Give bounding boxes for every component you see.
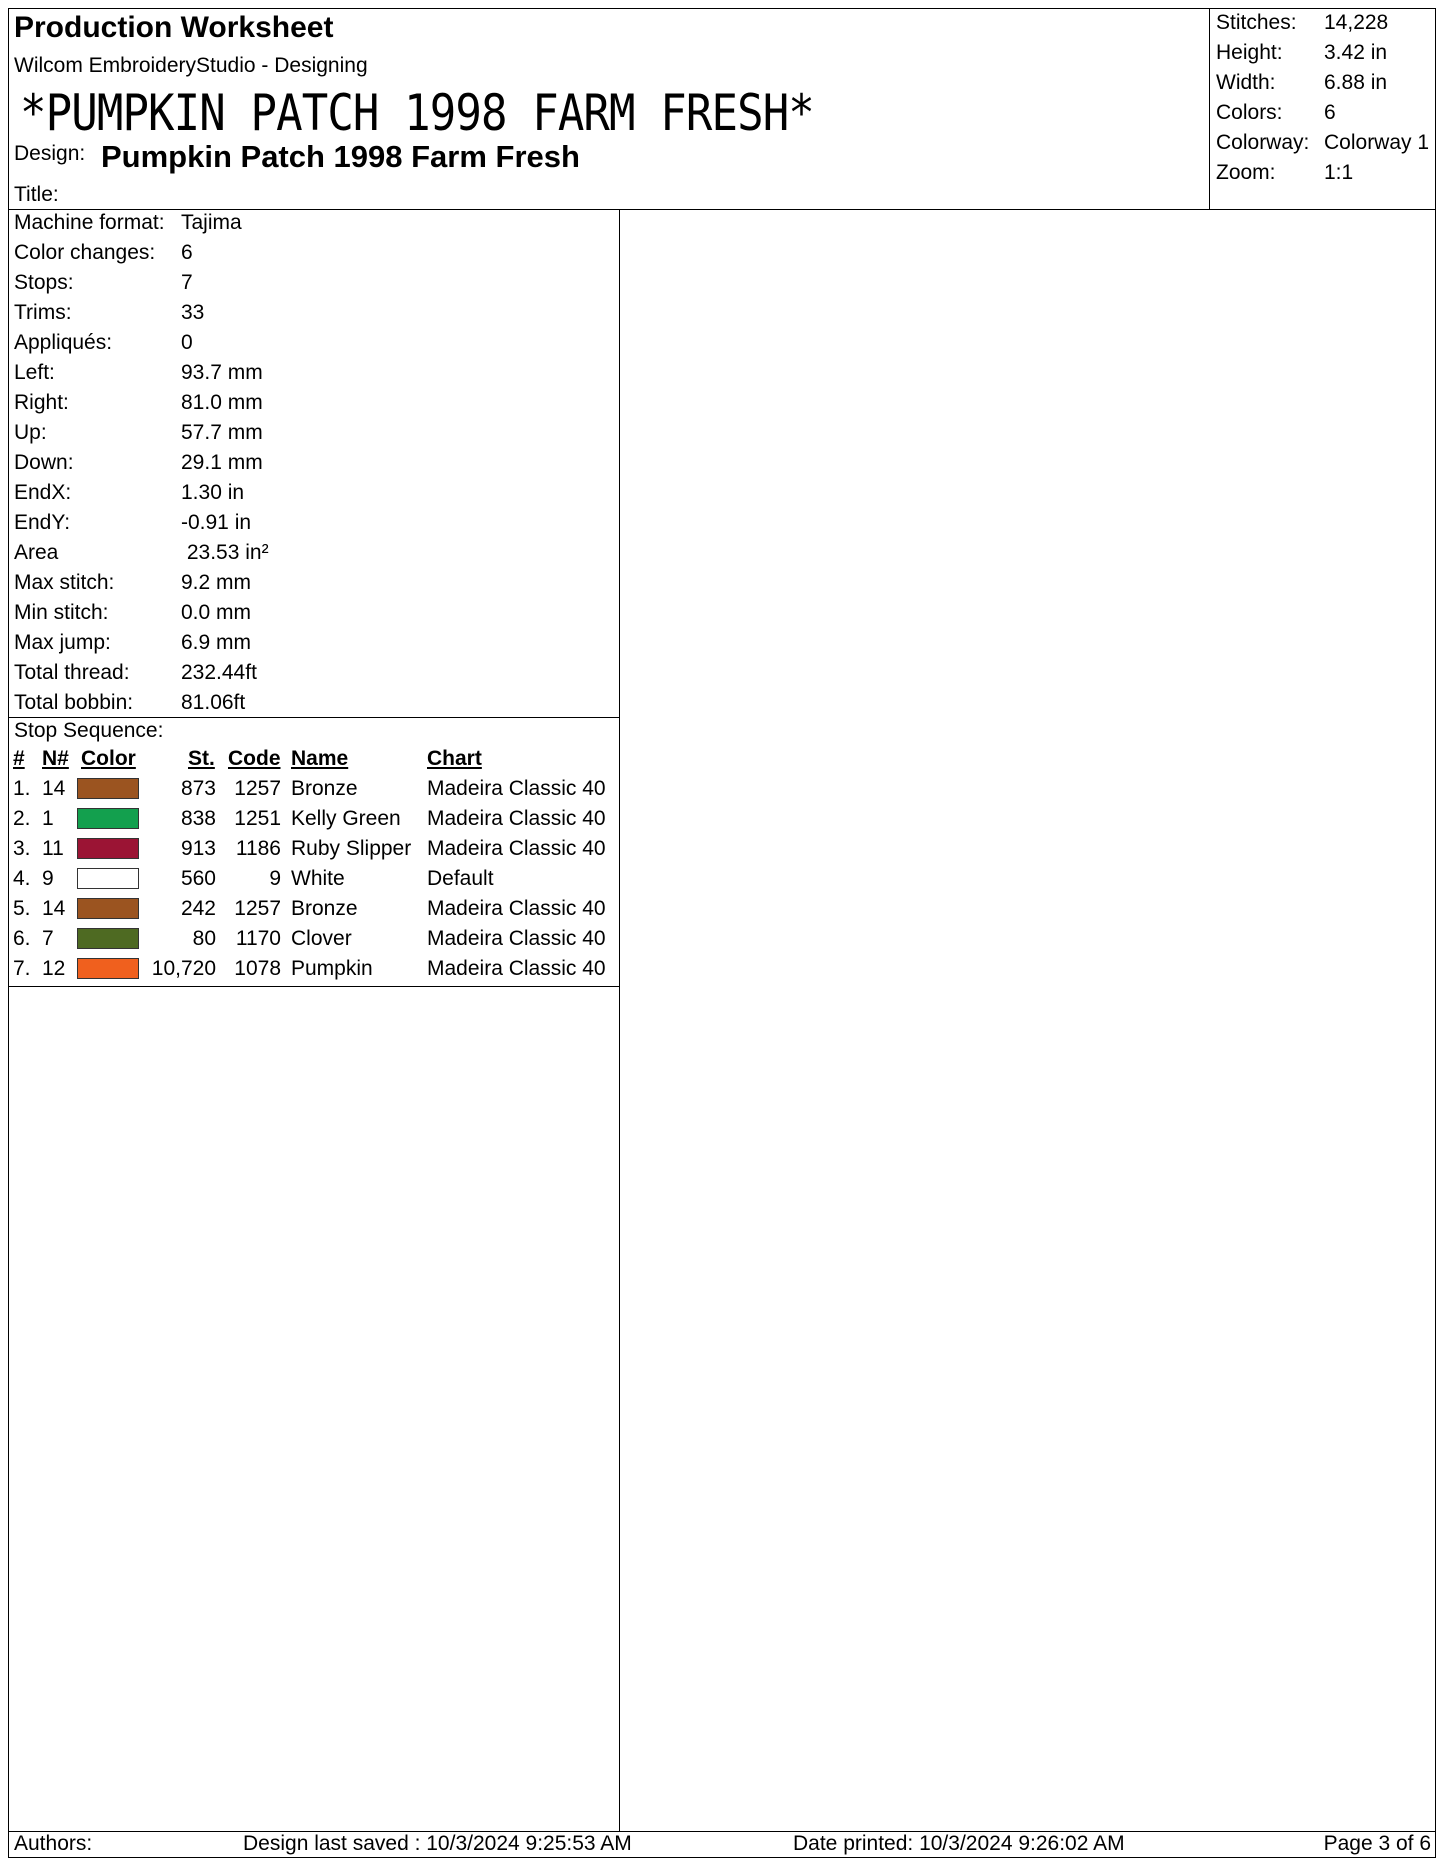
row-chart: Madeira Classic 40 <box>427 837 606 860</box>
detail-value: Tajima <box>181 211 242 234</box>
detail-left <box>14 361 263 385</box>
row-name: Ruby Slipper <box>291 837 412 860</box>
row-chart: Madeira Classic 40 <box>427 777 606 800</box>
row-needle: 1 <box>42 807 54 830</box>
stat-value: 14,228 <box>1324 11 1389 34</box>
design-lettering-preview: *PUMPKIN PATCH 1998 FARM FRESH* <box>20 84 814 142</box>
row-stitches: 560 <box>180 867 216 890</box>
detail-total-bobbin <box>14 691 245 715</box>
detail-value: 7 <box>181 271 193 294</box>
row-stitches: 838 <box>180 807 216 830</box>
col-header-color: Color <box>81 747 136 770</box>
detail-label: Total bobbin: <box>14 691 134 714</box>
detail-value: 1.30 in <box>181 481 245 504</box>
stat-label: Height: <box>1216 41 1283 64</box>
detail-label: Min stitch: <box>14 601 109 624</box>
color-swatch <box>77 778 139 799</box>
footer-date-printed: Date printed: 10/3/2024 9:26:02 AM <box>793 1832 1125 1855</box>
detail-label: Stops: <box>14 271 74 294</box>
row-name: White <box>291 867 345 890</box>
footer-page-number: Page 3 of 6 <box>1323 1832 1431 1855</box>
footer-authors: Authors: <box>14 1832 93 1855</box>
row-code: 1078 <box>234 957 281 980</box>
row-num: 4. <box>13 867 31 890</box>
detail-label: Down: <box>14 451 74 474</box>
row-name: Kelly Green <box>291 807 401 830</box>
detail-value: 33 <box>181 301 205 324</box>
stat-value: 6 <box>1324 101 1336 124</box>
color-swatch <box>77 808 139 829</box>
detail-value: 6 <box>181 241 193 264</box>
stat-value: Colorway 1 <box>1324 131 1430 154</box>
stat-zoom <box>1216 161 1353 185</box>
stop-sequence-title: Stop Sequence: <box>14 719 164 742</box>
detail-value: 81.06ft <box>181 691 246 714</box>
row-code: 9 <box>269 867 281 890</box>
detail-value: 29.1 mm <box>181 451 263 474</box>
row-stitches: 80 <box>192 927 216 950</box>
detail-total-thread <box>14 661 257 685</box>
row-code: 1251 <box>234 807 281 830</box>
row-num: 3. <box>13 837 31 860</box>
detail-value: 232.44ft <box>181 661 257 684</box>
stat-colors <box>1216 101 1336 125</box>
row-stitches: 873 <box>180 777 216 800</box>
stat-height <box>1216 41 1387 65</box>
detail-label: Total thread: <box>14 661 130 684</box>
row-chart: Madeira Classic 40 <box>427 927 606 950</box>
col-header-chart: Chart <box>427 747 482 770</box>
row-code: 1257 <box>234 897 281 920</box>
stat-stitches <box>1216 11 1388 35</box>
row-needle: 14 <box>42 777 66 800</box>
stat-width <box>1216 71 1387 95</box>
color-swatch <box>77 928 139 949</box>
color-swatch <box>77 898 139 919</box>
detail-value: 57.7 mm <box>181 421 263 444</box>
header-info <box>8 8 1210 210</box>
row-code: 1170 <box>235 927 281 950</box>
row-needle: 7 <box>42 927 54 950</box>
row-name: Bronze <box>291 777 358 800</box>
row-num: 2. <box>13 807 31 830</box>
detail-max-stitch <box>14 571 251 595</box>
stat-value: 6.88 in <box>1324 71 1388 94</box>
detail-label: Color changes: <box>14 241 156 264</box>
detail-label: Max jump: <box>14 631 111 654</box>
row-needle: 9 <box>42 867 54 890</box>
app-name: Wilcom EmbroideryStudio - Designing <box>14 54 368 77</box>
row-code: 1257 <box>234 777 281 800</box>
design-name: Pumpkin Patch 1998 Farm Fresh <box>101 139 580 174</box>
stat-label: Zoom: <box>1216 161 1276 184</box>
detail-max-jump <box>14 631 251 655</box>
detail-value: 0 <box>181 331 193 354</box>
stop-sequence-divider <box>8 986 620 987</box>
stat-value: 3.42 in <box>1324 41 1388 64</box>
detail-color-changes <box>14 241 193 265</box>
detail-label: EndY: <box>14 511 71 534</box>
stat-label: Colors: <box>1216 101 1283 124</box>
detail-value: 23.53 in² <box>181 541 269 564</box>
detail-label: Trims: <box>14 301 72 324</box>
detail-area <box>14 541 269 565</box>
detail-label: Right: <box>14 391 69 414</box>
title-label: Title: <box>14 183 59 206</box>
row-num: 6. <box>13 927 31 950</box>
detail-min-stitch <box>14 601 251 625</box>
detail-down <box>14 451 263 475</box>
row-chart: Madeira Classic 40 <box>427 807 606 830</box>
stat-colorway <box>1216 131 1429 155</box>
details-divider <box>8 717 620 718</box>
detail-machine-format <box>14 211 242 235</box>
row-needle: 12 <box>42 957 66 980</box>
detail-endx <box>14 481 244 505</box>
detail-up <box>14 421 263 445</box>
col-header-num: # <box>13 747 25 770</box>
color-swatch <box>77 958 139 979</box>
col-header-stitches: St. <box>188 747 215 770</box>
stat-value: 1:1 <box>1324 161 1354 184</box>
row-needle: 14 <box>42 897 66 920</box>
row-num: 1. <box>13 777 31 800</box>
row-name: Clover <box>291 927 352 950</box>
detail-value: -0.91 in <box>181 511 252 534</box>
detail-label: Machine format: <box>14 211 165 234</box>
row-needle: 11 <box>42 837 64 860</box>
stat-label: Colorway: <box>1216 131 1310 154</box>
detail-right <box>14 391 263 415</box>
page-title: Production Worksheet <box>14 11 334 44</box>
detail-label: Up: <box>14 421 47 444</box>
row-num: 5. <box>13 897 31 920</box>
row-stitches: 242 <box>180 897 216 920</box>
detail-label: EndX: <box>14 481 72 504</box>
detail-trims <box>14 301 204 325</box>
stat-label: Width: <box>1216 71 1276 94</box>
detail-value: 81.0 mm <box>181 391 263 414</box>
detail-endy <box>14 511 251 535</box>
row-num: 7. <box>13 957 31 980</box>
row-stitches: 913 <box>180 837 216 860</box>
detail-label: Appliqués: <box>14 331 113 354</box>
design-label: Design: <box>14 142 86 165</box>
design-stats <box>1209 8 1436 210</box>
detail-value: 6.9 mm <box>181 631 252 654</box>
detail-label: Max stitch: <box>14 571 115 594</box>
footer-divider <box>8 1831 1436 1832</box>
stat-label: Stitches: <box>1216 11 1297 34</box>
detail-appliques <box>14 331 193 355</box>
color-swatch <box>77 838 139 859</box>
row-stitches: 10,720 <box>151 957 216 980</box>
detail-value: 93.7 mm <box>181 361 263 384</box>
row-code: 1186 <box>235 837 281 860</box>
row-chart: Madeira Classic 40 <box>427 957 606 980</box>
row-chart: Default <box>427 867 494 890</box>
row-name: Pumpkin <box>291 957 373 980</box>
footer-last-saved: Design last saved : 10/3/2024 9:25:53 AM <box>243 1832 632 1855</box>
row-name: Bronze <box>291 897 358 920</box>
row-chart: Madeira Classic 40 <box>427 897 606 920</box>
color-swatch <box>77 868 139 889</box>
col-header-needle: N# <box>42 747 69 770</box>
detail-stops <box>14 271 193 295</box>
design-preview-area <box>620 210 1435 1831</box>
detail-value: 9.2 mm <box>181 571 252 594</box>
col-header-code: Code <box>228 747 281 770</box>
detail-value: 0.0 mm <box>181 601 252 624</box>
detail-label: Area <box>14 541 59 564</box>
detail-label: Left: <box>14 361 55 384</box>
col-header-name: Name <box>291 747 349 770</box>
